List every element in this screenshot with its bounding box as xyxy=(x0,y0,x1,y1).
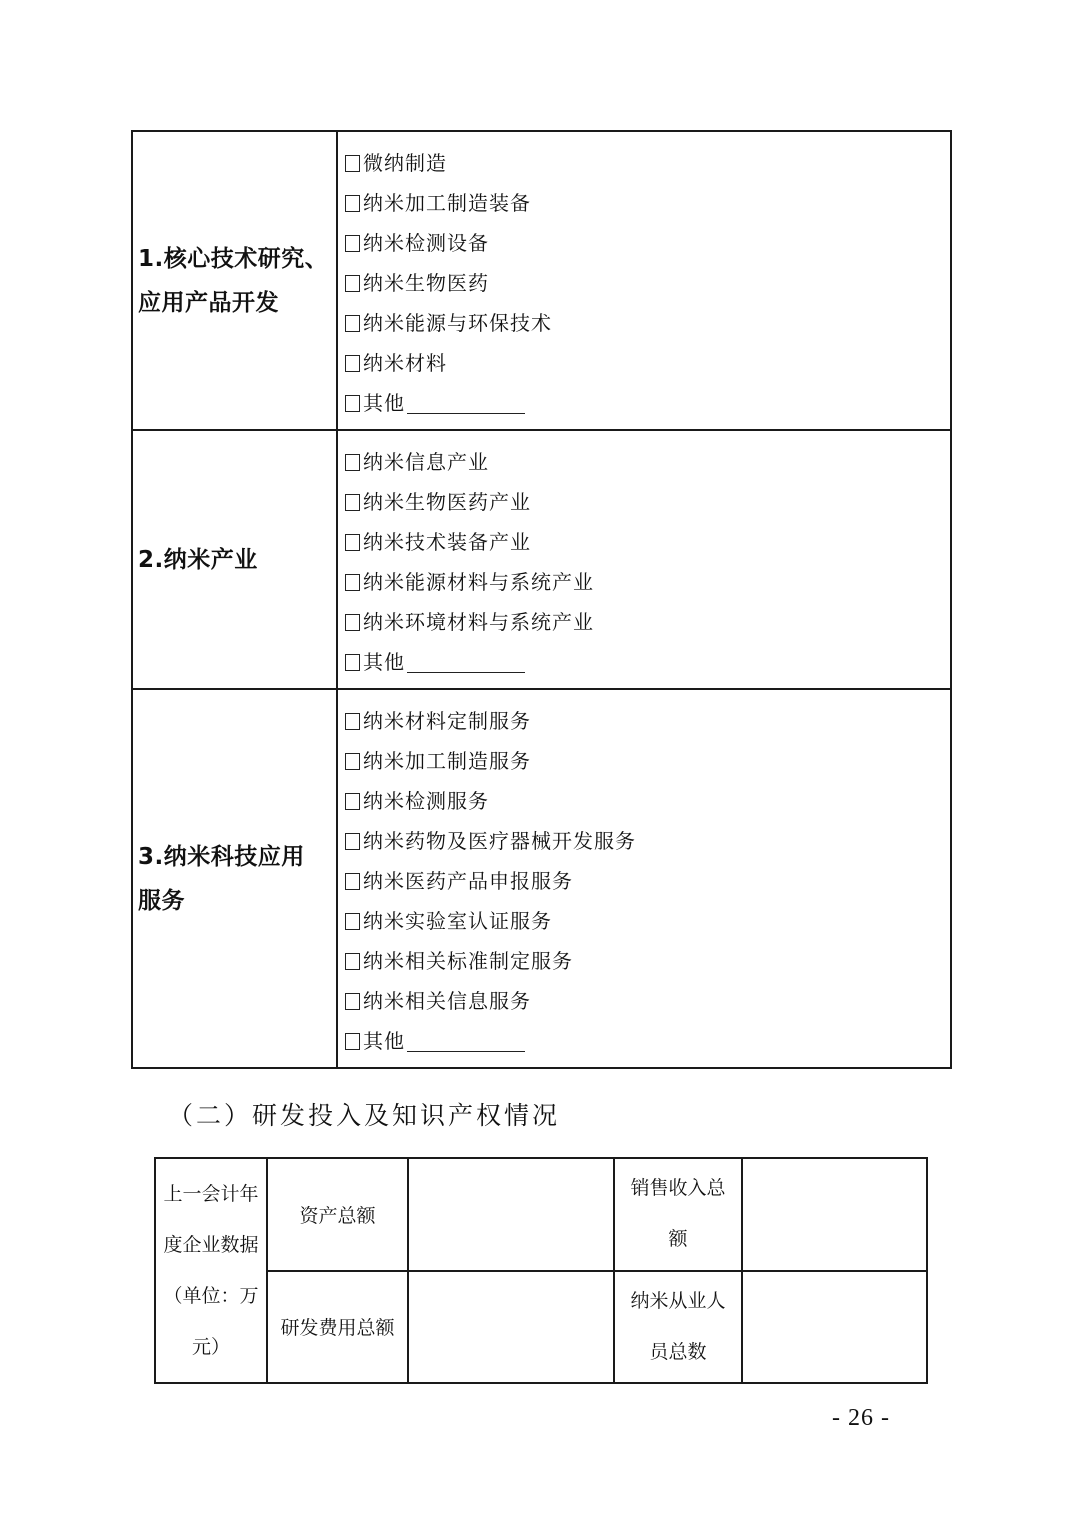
option-label: 微纳制造 xyxy=(363,151,447,175)
option-item[interactable] xyxy=(344,522,950,562)
field-label-line: 额 xyxy=(668,1228,688,1251)
option-label: 纳米相关标准制定服务 xyxy=(363,949,573,973)
other-blank-field[interactable] xyxy=(407,393,525,414)
option-item[interactable] xyxy=(344,861,950,901)
option-label: 纳米相关信息服务 xyxy=(363,989,531,1013)
field-label-nano-staff xyxy=(614,1271,742,1384)
checkbox[interactable] xyxy=(345,614,360,631)
checkbox[interactable] xyxy=(345,454,360,471)
option-label: 纳米技术装备产业 xyxy=(363,530,531,554)
value-cell-rd-expense[interactable] xyxy=(408,1271,614,1384)
option-item[interactable] xyxy=(344,602,950,642)
finance-row-assets xyxy=(155,1158,927,1271)
category-label-cell xyxy=(132,131,337,430)
category-label-line: 服务 xyxy=(138,887,185,914)
field-label-line: 员总数 xyxy=(649,1340,707,1363)
category-row xyxy=(132,430,951,689)
category-label-cell xyxy=(132,689,337,1068)
option-label: 纳米生物医药产业 xyxy=(363,490,531,514)
option-label: 纳米实验室认证服务 xyxy=(363,909,552,933)
option-item[interactable] xyxy=(344,143,950,183)
option-label: 其他 xyxy=(363,1029,405,1053)
option-item[interactable] xyxy=(344,303,950,343)
category-label-line: 3.纳米科技应用 xyxy=(138,843,305,870)
option-label: 纳米材料 xyxy=(363,351,447,375)
checkbox[interactable] xyxy=(345,574,360,591)
other-blank-field[interactable] xyxy=(407,1031,525,1052)
option-item[interactable] xyxy=(344,701,950,741)
category-options-cell xyxy=(337,430,951,689)
option-item[interactable] xyxy=(344,383,950,423)
option-label: 纳米能源材料与系统产业 xyxy=(363,570,594,594)
checkbox[interactable] xyxy=(345,494,360,511)
category-row xyxy=(132,131,951,430)
category-row xyxy=(132,689,951,1068)
period-line: 度企业数据 xyxy=(163,1233,259,1256)
option-label: 其他 xyxy=(363,650,405,674)
option-label: 纳米能源与环保技术 xyxy=(363,311,552,335)
option-item[interactable] xyxy=(344,1021,950,1061)
option-item[interactable] xyxy=(344,562,950,602)
checkbox[interactable] xyxy=(345,793,360,810)
field-label-line: 纳米从业人 xyxy=(630,1289,726,1312)
checkbox[interactable] xyxy=(345,275,360,292)
field-label-total-assets: 资产总额 xyxy=(267,1158,408,1271)
checkbox[interactable] xyxy=(345,953,360,970)
option-item[interactable] xyxy=(344,901,950,941)
checkbox[interactable] xyxy=(345,713,360,730)
checkbox[interactable] xyxy=(345,195,360,212)
checkbox[interactable] xyxy=(345,235,360,252)
category-label-line: 1.核心技术研究、 xyxy=(138,245,329,272)
period-line: （单位：万 xyxy=(163,1284,259,1307)
category-label-line: 2.纳米产业 xyxy=(138,546,258,573)
option-item[interactable] xyxy=(344,223,950,263)
field-label-line: 销售收入总 xyxy=(630,1177,726,1200)
category-label-line: 应用产品开发 xyxy=(138,289,279,316)
checkbox[interactable] xyxy=(345,753,360,770)
option-item[interactable] xyxy=(344,642,950,682)
other-blank-field[interactable] xyxy=(407,652,525,673)
option-item[interactable] xyxy=(344,941,950,981)
checkbox[interactable] xyxy=(345,355,360,372)
option-item[interactable] xyxy=(344,343,950,383)
option-item[interactable] xyxy=(344,442,950,482)
checkbox[interactable] xyxy=(345,993,360,1010)
option-item[interactable] xyxy=(344,183,950,223)
option-label: 纳米药物及医疗器械开发服务 xyxy=(363,829,636,853)
option-item[interactable] xyxy=(344,821,950,861)
option-label: 纳米检测设备 xyxy=(363,231,489,255)
option-label: 纳米生物医药 xyxy=(363,271,489,295)
period-line: 元） xyxy=(191,1335,230,1358)
section-heading: （二）研发投入及知识产权情况 xyxy=(168,1101,561,1130)
finance-row-rd xyxy=(155,1271,927,1384)
option-item[interactable] xyxy=(344,741,950,781)
category-options-cell xyxy=(337,689,951,1068)
value-cell-nano-staff[interactable] xyxy=(742,1271,927,1384)
option-label: 纳米信息产业 xyxy=(363,450,489,474)
period-cell xyxy=(155,1158,267,1383)
checkbox[interactable] xyxy=(345,315,360,332)
checkbox[interactable] xyxy=(345,1033,360,1050)
option-label: 纳米加工制造服务 xyxy=(363,749,531,773)
field-label-sales-revenue xyxy=(614,1158,742,1271)
period-line: 上一会计年 xyxy=(163,1182,259,1205)
checkbox[interactable] xyxy=(345,395,360,412)
checkbox[interactable] xyxy=(345,833,360,850)
option-label: 纳米医药产品申报服务 xyxy=(363,869,573,893)
checkbox[interactable] xyxy=(345,913,360,930)
business-category-table xyxy=(131,130,952,1069)
option-label: 纳米检测服务 xyxy=(363,789,489,813)
field-label-rd-expense: 研发费用总额 xyxy=(267,1271,408,1384)
option-label: 纳米加工制造装备 xyxy=(363,191,531,215)
checkbox[interactable] xyxy=(345,873,360,890)
option-item[interactable] xyxy=(344,781,950,821)
category-options-cell xyxy=(337,131,951,430)
value-cell-sales-revenue[interactable] xyxy=(742,1158,927,1271)
category-label-cell xyxy=(132,430,337,689)
checkbox[interactable] xyxy=(345,534,360,551)
option-label: 纳米材料定制服务 xyxy=(363,709,531,733)
option-label: 其他 xyxy=(363,391,405,415)
value-cell-total-assets[interactable] xyxy=(408,1158,614,1271)
checkbox[interactable] xyxy=(345,654,360,671)
page-number: - 26 - xyxy=(832,1405,890,1431)
option-item[interactable] xyxy=(344,482,950,522)
finance-table xyxy=(154,1157,928,1384)
checkbox[interactable] xyxy=(345,155,360,172)
option-label: 纳米环境材料与系统产业 xyxy=(363,610,594,634)
option-item[interactable] xyxy=(344,263,950,303)
option-item[interactable] xyxy=(344,981,950,1021)
